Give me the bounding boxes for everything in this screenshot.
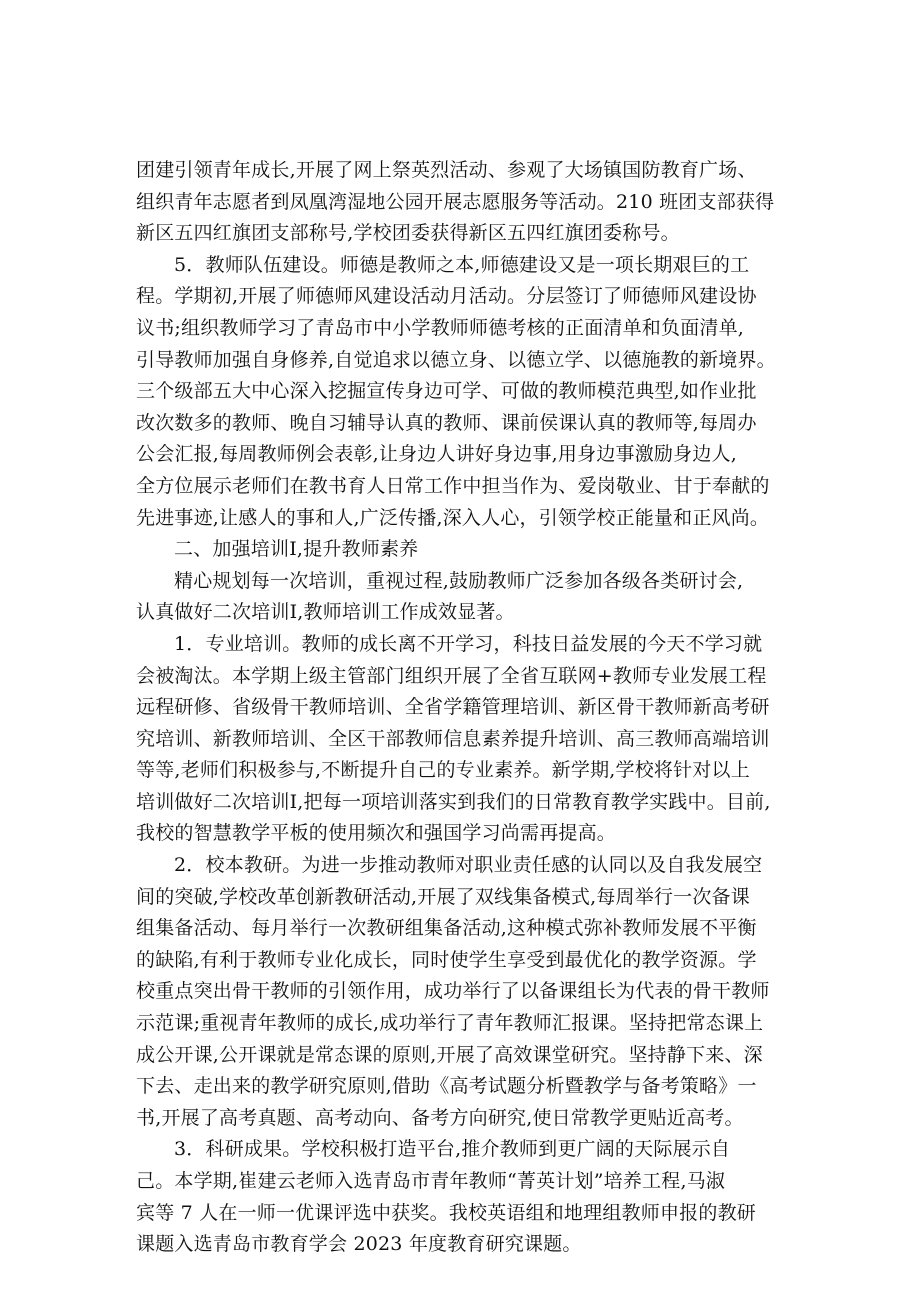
text-line: 公会汇报,每周教师例会表彰,让身边人讲好身边事,用身边事激励身边人, xyxy=(136,443,737,466)
text-line: 课题入选青岛市教育学会 2023 年度教育研究课题。 xyxy=(136,1233,582,1256)
text-line: 团建引领青年成长,开展了网上祭英烈活动、参观了大场镇国防教育广场、 xyxy=(136,159,757,181)
text-line: 认真做好二次培训I,教师培训工作成效显著。 xyxy=(136,601,515,624)
text-line: 引导教师加强自身修养,自觉追求以德立身、以德立学、以德施教的新境界。 xyxy=(136,348,776,371)
text-line: 究培训、新教师培训、全区干部教师信息素养提升培训、高三教师高端培训 xyxy=(136,727,770,750)
text-line: 精心规划每一次培训，重视过程,鼓励教师广泛参加各级各类研讨会, xyxy=(174,569,744,592)
text-line: 书,开展了高考真题、高考动向、备考方向研究,使日常教学更贴近高考。 xyxy=(136,1106,744,1129)
text-line: 3．科研成果。学校积极打造平台,推介教师到更广阔的天际展示自 xyxy=(174,1138,731,1161)
text-line: 1．专业培训。教师的成长离不开学习，科技日益发展的今天不学习就 xyxy=(174,632,763,655)
text-line: 先进事迹,让感人的事和人,广泛传播,深入人心，引领学校正能量和正风尚。 xyxy=(136,506,770,529)
text-line: 远程研修、省级骨干教师培训、全省学籍管理培训、新区骨干教师新高考研 xyxy=(136,696,770,719)
text-line: 我校的智慧教学平板的使用频次和强国学习尚需再提高。 xyxy=(136,822,617,845)
text-line: 组织青年志愿者到凤凰湾湿地公园开展志愿服务等活动。210 班团支部获得 xyxy=(136,190,775,213)
text-line: 新区五四红旗团支部称号,学校团委获得新区五四红旗团委称号。 xyxy=(136,222,680,245)
text-line: 会被淘汰。本学期上级主管部门组织开展了全省互联网+教师专业发展工程 xyxy=(136,664,767,687)
text-line: 5．教师队伍建设。师德是教师之本,师德建设又是一项长期艰巨的工 xyxy=(174,253,750,276)
text-line: 全方位展示老师们在教书育人日常工作中担当作为、爱岗敬业、甘于奉献的 xyxy=(136,474,770,497)
text-line: 成公开课,公开课就是常态课的原则,开展了高效课堂研究。坚持静下来、深 xyxy=(136,1043,763,1066)
text-line: 2．校本教研。为进一步推动教师对职业责任感的认同以及自我发展空 xyxy=(174,854,763,877)
text-line: 校重点突出骨干教师的引领作用，成功举行了以备课组长为代表的骨干教师 xyxy=(136,980,770,1003)
text-line: 三个级部五大中心深入挖掘宣传身边可学、可做的教师模范典型,如作业批 xyxy=(136,380,757,403)
text-line: 示范课;重视青年教师的成长,成功举行了青年教师汇报课。坚持把常态课上 xyxy=(136,1012,764,1035)
text-line: 的缺陷,有利于教师专业化成长，同时使学生享受到最优化的教学资源。学 xyxy=(136,948,757,971)
text-line: 培训做好二次培训I,把每一项培训落实到我们的日常教育教学实践中。目前, xyxy=(136,790,771,813)
text-line: 议书;组织教师学习了青岛市中小学教师师德考核的正面清单和负面清单, xyxy=(136,316,745,339)
text-line: 组集备活动、每月举行一次教研组集备活动,这种模式弥补教师发展不平衡 xyxy=(136,917,757,940)
text-line: 改次数多的教师、晚自习辅导认真的教师、课前侯课认真的教师等,每周办 xyxy=(136,411,757,434)
text-line: 己。本学期,崔建云老师入选青岛市青年教师“菁英计划”培养工程,马淑 xyxy=(136,1170,726,1192)
text-line: 二、加强培训I,提升教师素养 xyxy=(174,538,419,561)
text-line: 程。学期初,开展了师德师风建设活动月活动。分层签订了师德师风建设协 xyxy=(136,285,757,308)
document-body xyxy=(136,155,796,1261)
text-line: 下去、走出来的教学研究原则,借助《高考试题分析暨教学与备考策略》一 xyxy=(136,1075,757,1098)
text-line: 等等,老师们积极参与,不断提升自己的专业素养。新学期,学校将针对以上 xyxy=(136,759,750,782)
text-line: 宾等 7 人在一师一优课评选中获奖。我校英语组和地理组教师申报的教研 xyxy=(136,1201,756,1224)
text-line: 间的突破,学校改革创新教研活动,开展了双线集备模式,每周举行一次备课 xyxy=(136,885,750,908)
